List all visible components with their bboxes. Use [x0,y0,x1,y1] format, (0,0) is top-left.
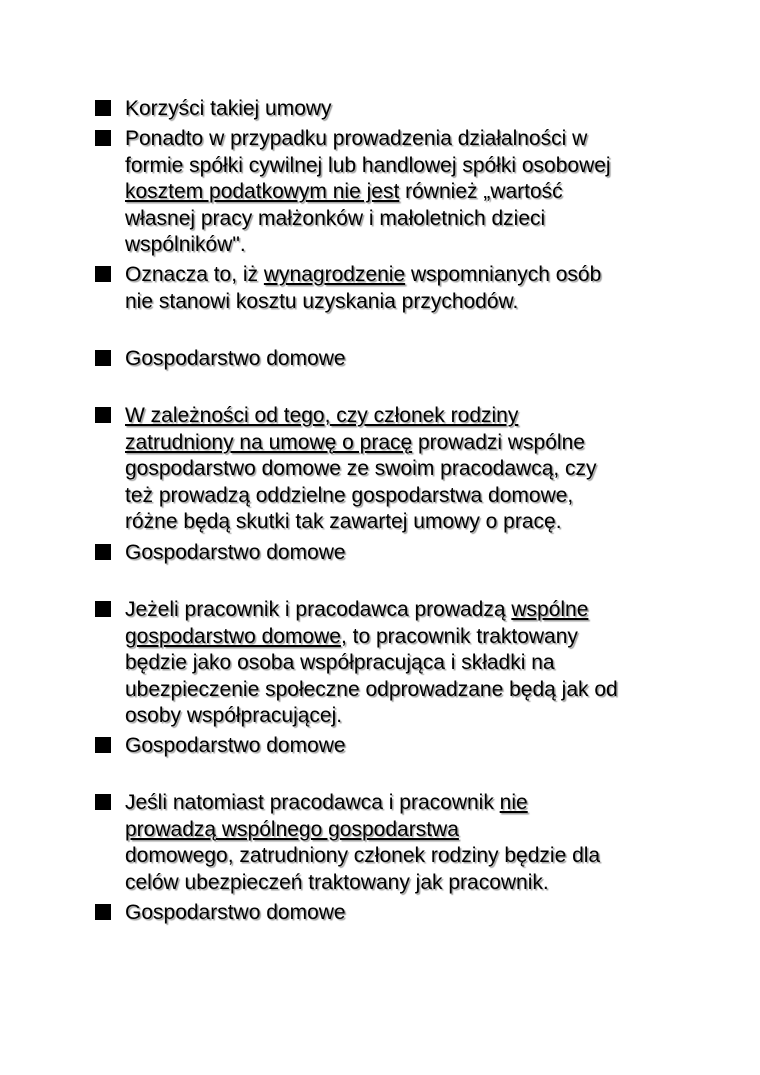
square-bullet-icon [95,100,111,116]
text-segment: też prowadzą oddzielne gospodarstwa domowe, [125,483,574,507]
text-line [125,289,700,316]
text-segment: osoby współpracującej. [125,704,343,727]
text-line [125,96,700,123]
text-line [125,677,700,704]
text-line [125,346,700,373]
underlined-text: W zależności od tego, czy członek rodziny [125,404,519,427]
text-line [125,733,700,760]
square-bullet-icon [95,601,111,617]
underlined-text: nie [499,791,528,814]
text-line [125,597,700,624]
text-line [125,843,700,870]
underlined-text: gospodarstwo domowe [125,624,341,648]
text-line [125,790,700,817]
text-segment: gospodarstwo domowe ze swoim pracodawcą, czy [125,457,597,480]
square-bullet-icon [95,737,111,753]
text-line [125,624,700,651]
square-bullet-icon [95,407,111,423]
text-line [125,456,700,483]
text-line [125,703,700,730]
square-bullet-icon [95,350,111,366]
bullet-text [125,540,700,567]
text-segment: Ponadto w przypadku prowadzenia działalności w [125,127,588,150]
text-segment: Gospodarstwo domowe [125,541,346,564]
text-line [125,179,700,206]
text-segment: , to pracownik traktowany [340,624,578,648]
underlined-text: wynagrodzenie [263,263,406,286]
text-line [125,206,700,233]
text-line [125,153,700,180]
text-segment: Jeśli natomiast pracodawca i pracownik [125,791,500,814]
text-line [125,483,700,510]
bullet-text [125,733,700,760]
bullet-text [125,790,700,896]
bullet-text [125,346,700,373]
text-segment: wspólników". [125,233,246,256]
text-segment: różne będą skutki tak zawartej umowy o pracę. [125,510,562,533]
text-segment: formie spółki cywilnej lub handlowej spółki osobowej [125,153,611,177]
bullet-text [125,900,700,927]
text-segment: nie stanowi kosztu uzyskania przychodów. [125,289,519,313]
text-line [125,870,700,897]
text-segment: wspomnianych osób [405,263,602,286]
bullet-text [125,96,700,123]
text-line [125,232,700,259]
text-line [125,900,700,927]
text-segment: celów ubezpieczeń traktowany jak pracownik. [125,870,549,894]
text-line [125,430,700,457]
text-line [125,540,700,567]
text-segment: ubezpieczenie społeczne odprowadzane będą jak od [125,677,618,701]
square-bullet-icon [95,904,111,920]
underlined-text: zatrudniony na umowę o pracę [125,430,413,454]
bullet-text [125,597,700,730]
text-segment: Gospodarstwo domowe [125,901,346,924]
underlined-text: wspólne [511,598,589,621]
bullet-text [125,262,700,315]
text-segment: będzie jako osoba współpracująca i składki na [125,651,555,674]
text-line [125,262,700,289]
text-segment: własnej pracy małżonków i małoletnich dzieci [125,206,546,230]
bullet-text [125,126,700,259]
text-line [125,509,700,536]
text-segment: domowego, zatrudniony członek rodziny będzie dla [125,844,601,867]
text-segment: Gospodarstwo domowe [125,734,346,757]
text-segment: Korzyści takiej umowy [125,97,332,120]
underlined-text: prowadzą wspólnego gospodarstwa [125,817,459,841]
bullet-text [125,403,700,536]
square-bullet-icon [95,266,111,282]
text-segment: Gospodarstwo domowe [125,347,346,370]
text-line [125,817,700,844]
text-line [125,403,700,430]
text-segment: również „wartość [399,180,563,203]
text-line [125,650,700,677]
text-line [125,126,700,153]
square-bullet-icon [95,794,111,810]
square-bullet-icon [95,130,111,146]
text-segment: Oznacza to, iż [125,263,264,286]
square-bullet-icon [95,544,111,560]
text-segment: prowadzi wspólne [412,430,585,454]
text-segment: Jeżeli pracownik i pracodawca prowadzą [125,598,512,621]
underlined-text: kosztem podatkowym nie jest [125,180,400,203]
